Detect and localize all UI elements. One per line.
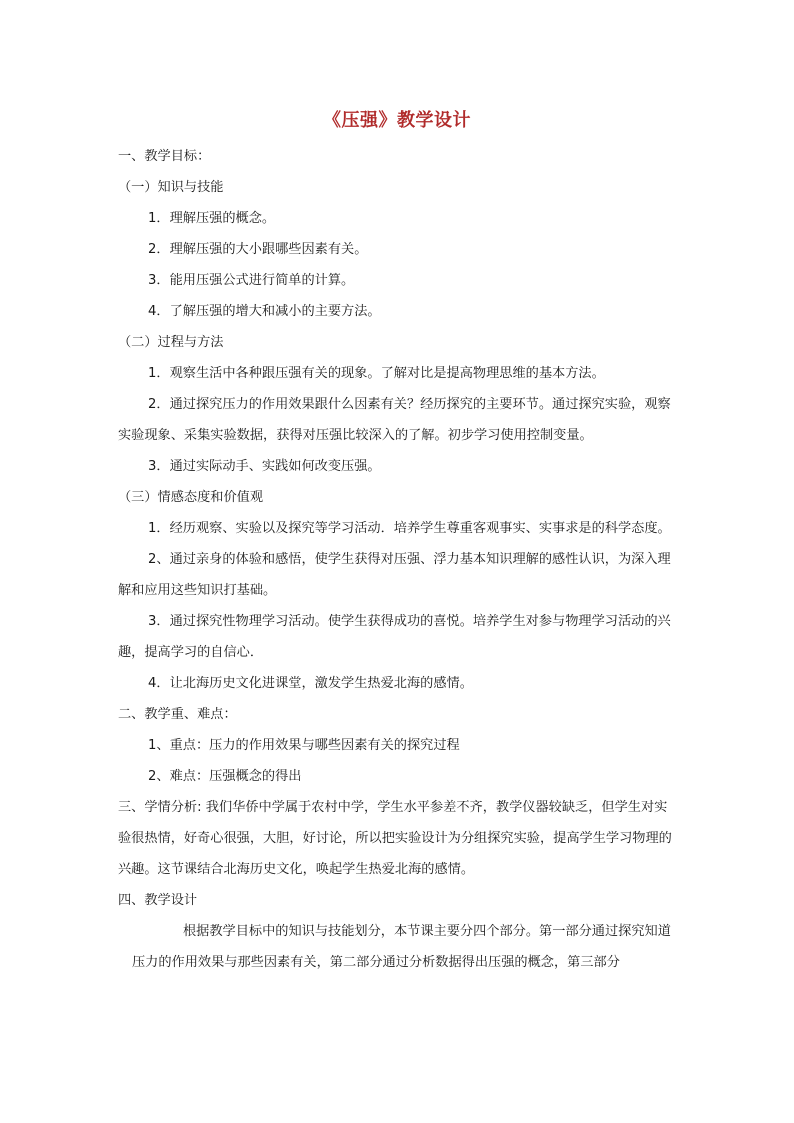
paragraph: 1．经历观察、实验以及探究等学习活动．培养学生尊重客观事实、实事求是的科学态度。 xyxy=(148,521,671,536)
paragraph: 三、学情分析: 我们华侨中学属于农村中学，学生水平参差不齐，教学仪器较缺乏，但学生对实验很热情，好奇心很强，大胆，好讨论，所以把实验设计为分组探究实验，提高学生学习物理的兴趣。这节课结合北海历史文化，唤起学生热爱北海的感情。 xyxy=(118,800,672,877)
paragraph: 3．通过实际动手、实践如何改变压强。 xyxy=(148,459,381,474)
paragraph: 3．通过探究性物理学习活动。使学生获得成功的喜悦。培养学生对参与物理学习活动的兴趣，提高学习的自信心． xyxy=(118,614,671,660)
paragraph: 2．理解压强的大小跟哪些因素有关。 xyxy=(148,242,368,257)
paragraph: 1．理解压强的概念。 xyxy=(148,211,276,226)
paragraph: 1．观察生活中各种跟压强有关的现象。了解对比是提高物理思维的基本方法。 xyxy=(148,366,605,381)
paragraph: （三）情感态度和价值观 xyxy=(118,490,264,505)
paragraph: 2．通过探究压力的作用效果跟什么因素有关？经历探究的主要环节。通过探究实验，观察实验现象、采集实验数据，获得对压强比较深入的了解。初步学习使用控制变量。 xyxy=(118,397,671,443)
paragraph: 3．能用压强公式进行简单的计算。 xyxy=(148,273,355,288)
paragraph: 根据教学目标中的知识与技能划分，本节课主要分四个部分。第一部分通过探究知道压力的作用效果与那些因素有关，第二部分通过分析数据得出压强的概念，第三部分 xyxy=(132,924,671,970)
paragraph: 4．让北海历史文化进课堂，激发学生热爱北海的感情。 xyxy=(148,676,473,691)
paragraph: 2、难点：压强概念的得出 xyxy=(148,769,302,784)
paragraph: （二）过程与方法 xyxy=(118,335,224,350)
paragraph: 二、教学重、难点： xyxy=(118,707,237,722)
paragraph: 4．了解压强的增大和减小的主要方法。 xyxy=(148,304,381,319)
paragraph: 四、教学设计 xyxy=(118,893,198,908)
document-title: 《压强》教学设计 xyxy=(323,110,471,131)
paragraph: 2、通过亲身的体验和感悟，使学生获得对压强、浮力基本知识理解的感性认识，为深入理解和应用这些知识打基础。 xyxy=(118,552,671,598)
document-body xyxy=(118,141,678,978)
paragraph: 1、重点：压力的作用效果与哪些因素有关的探究过程 xyxy=(148,738,460,753)
paragraph: 一、教学目标： xyxy=(118,149,211,164)
paragraph: （一）知识与技能 xyxy=(118,180,224,195)
